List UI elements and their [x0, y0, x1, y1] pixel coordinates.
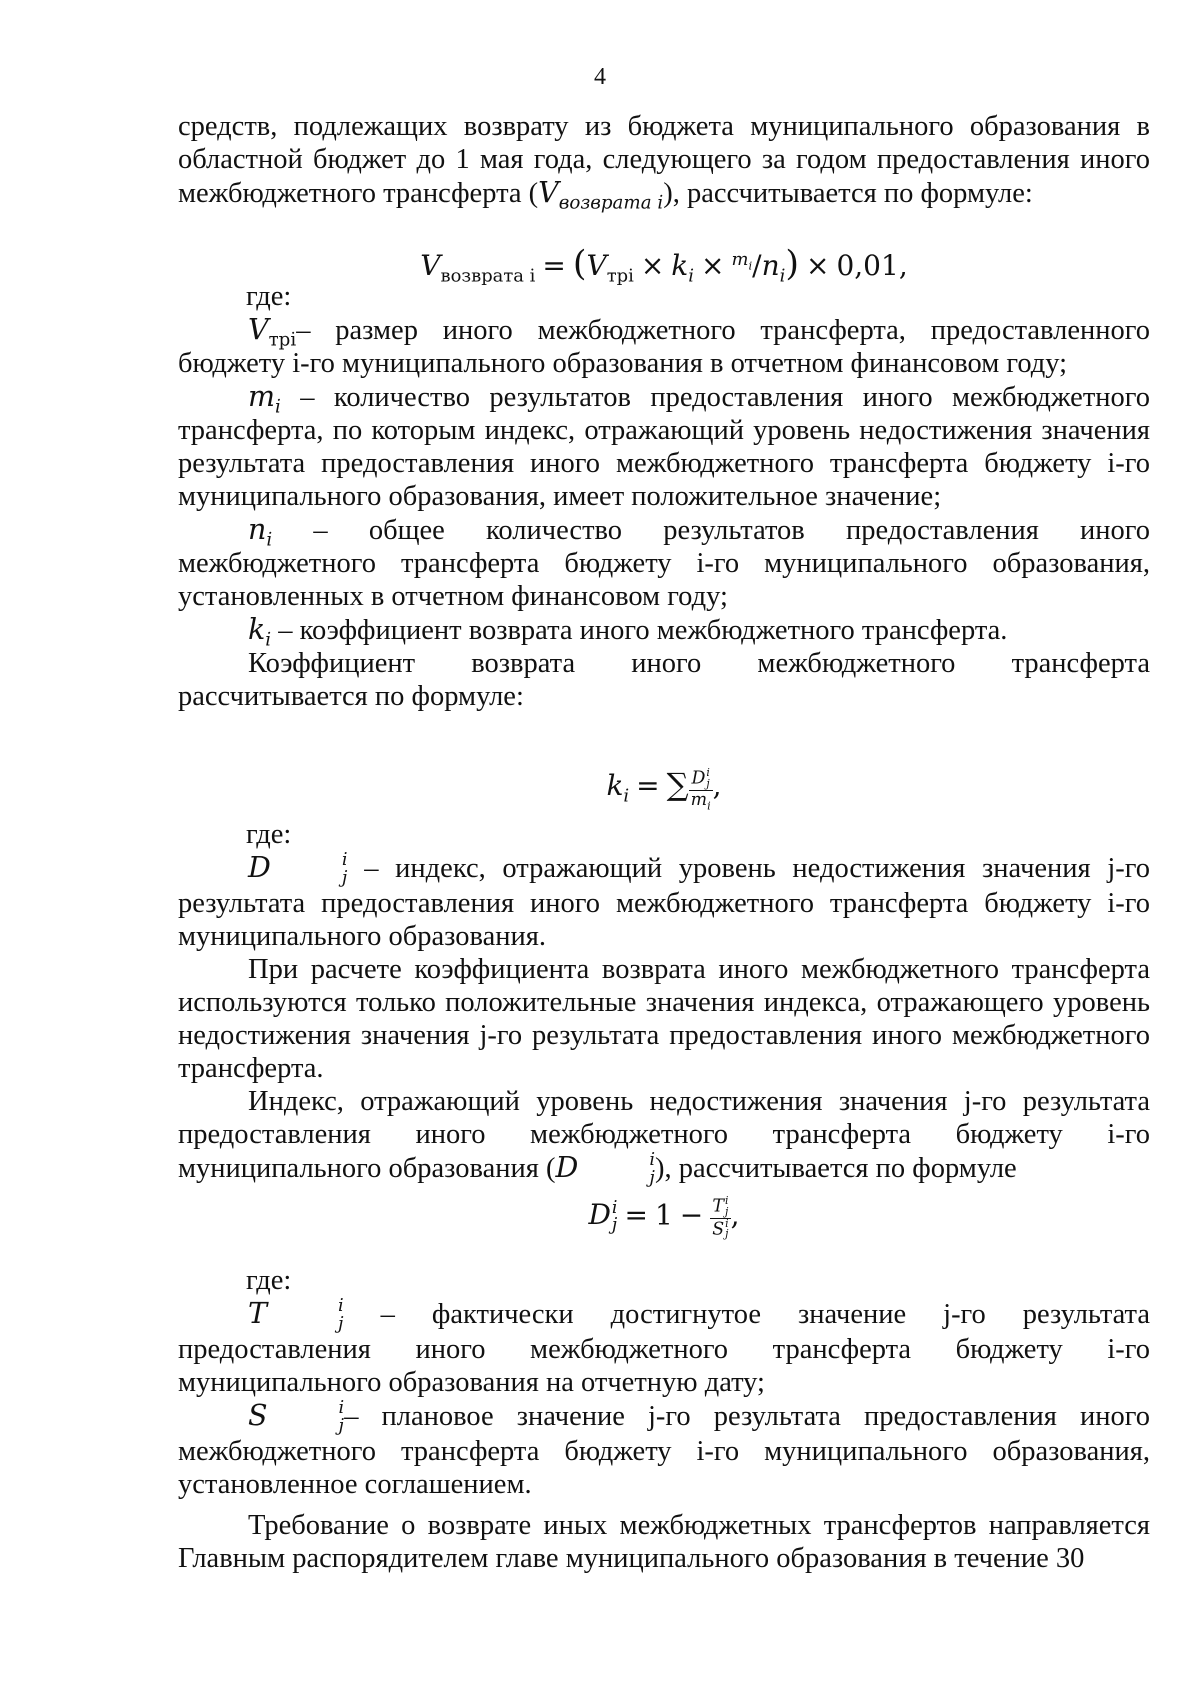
definition-ni: $n_i$ – общее количество результатов предоставления иного межбюджетного трансферта бюджету i-го муниципального образования, установленных в отчетном финансовом году;: [178, 513, 1151, 612]
ki-symbol: $k_i$: [248, 613, 272, 651]
sji-symbol: S i j: [248, 1398, 345, 1436]
definitions-block-2: [178, 818, 1150, 1187]
page-number: 4: [594, 64, 606, 90]
definition-ki: $k_i$ – коэффициент возврата иного межбюджетного трансферта.: [248, 613, 1008, 651]
definition-dji: D i j – индекс, отражающий уровень недостижения значения j-го результата предоставления иного межбюджетного трансферта бюджету i-го муниципального образования.: [178, 849, 1150, 953]
definition-mi: $m_i$ – количество результатов предоставления иного межбюджетного трансферта, по которым индекс, отражающий уровень недостижения значения результата предоставления иного межбюджетного трансферта бюджету i-го муниципального образования, имеет положительное значение;: [178, 380, 1151, 512]
v-return-var: $V_{возврата i}$: [538, 176, 664, 214]
index-intro: Индекс, отражающий уровень недостижения значения j-го результата предоставления иного межбюджетного трансферта бюджету i-го муниципального образования (D i j ), рассчитывается по формуле: [178, 1086, 1150, 1188]
intro-paragraph: [178, 110, 1150, 214]
dji-symbol: D i j: [248, 849, 348, 888]
definitions-block-3: [178, 1264, 1150, 1575]
definition-vtpi: $V_{трi}-$ размер иного межбюджетного трансферта, предоставленного бюджету i-го муниципального образования в отчетном финансовом году;: [178, 313, 1150, 379]
mi-symbol: $m_i$: [248, 380, 281, 418]
definitions-block-1: [178, 280, 1150, 713]
where-label-3: где:: [246, 1265, 292, 1296]
definition-sji: S i j – плановое значение j-го результата предоставления иного межбюджетного трансферта бюджету i-го муниципального образования, установленное соглашением.: [178, 1398, 1150, 1501]
return-requirement: Требование о возврате иных межбюджетных трансфертов направляется Главным распорядителем главе муниципального образования в течение 30: [178, 1510, 1150, 1575]
intro-tail: ), рассчитывается по формуле:: [663, 178, 1033, 209]
dji-inline-symbol: D i j: [555, 1150, 655, 1188]
intro-text: средств, подлежащих возврату из бюджета муниципального образования в областной бюджет до 1 мая года, следующего за годом предоставления иного межбюджетного трансферта (: [178, 111, 1150, 209]
index-formula: D i j = 1 − T i j S i j ,: [588, 1194, 740, 1241]
ni-symbol: $n_i$: [248, 513, 273, 551]
tji-symbol: T i j: [248, 1295, 344, 1334]
definition-tji: T i j – фактически достигнутое значение j-го результата предоставления иного межбюджетного трансферта бюджету i-го муниципального образования на отчетную дату;: [178, 1295, 1150, 1399]
coefficient-intro: Коэффициент возврата иного межбюджетного трансферта рассчитывается по формуле:: [178, 648, 1150, 712]
coefficient-formula: $k_i$ = ∑ D i j $m_i$ ,: [606, 766, 722, 812]
positive-values-note: При расчете коэффициента возврата иного межбюджетного трансферта используются только положительные значения индекса, отражающего уровень недостижения значения j-го результата предоставления иного межбюджетного трансферта.: [178, 954, 1150, 1085]
where-label: где:: [246, 281, 292, 312]
where-label-2: где:: [246, 819, 292, 850]
return-amount-formula: $V_{возврата i} = (V_{трi} \times k_i \times ^{m_i}/n_i) \times 0,01$,: [420, 244, 908, 287]
vtpi-symbol: $V_{трi}$: [248, 313, 297, 351]
